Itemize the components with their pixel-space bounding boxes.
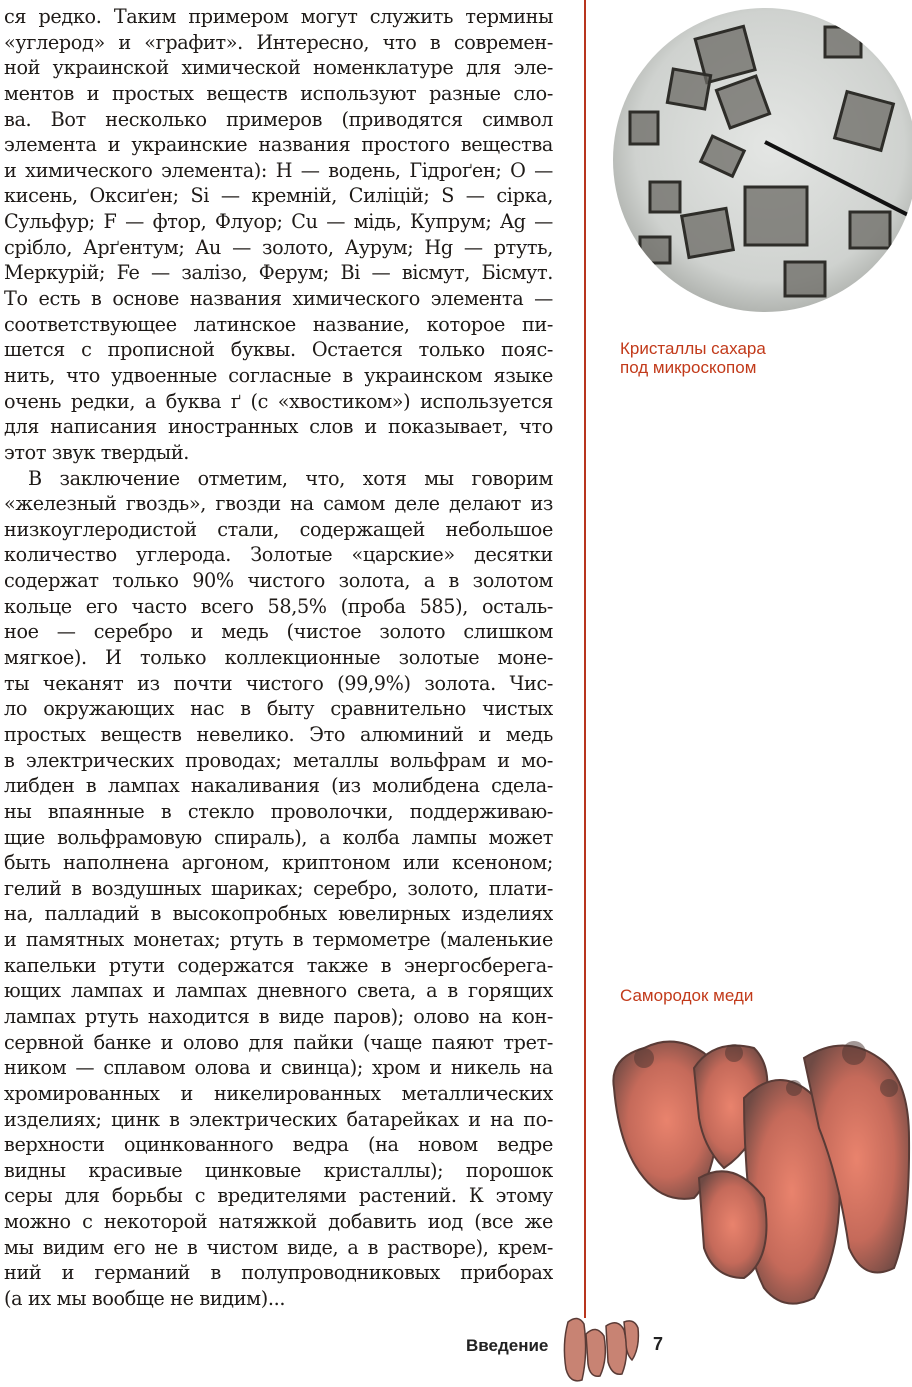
- text-line: В заключение отметим, что, хотя мы говорим: [28, 466, 553, 490]
- text-line: верхности оцинкованного ведра (на новом ведре: [4, 1133, 553, 1157]
- text-line: быть наполнена аргоном, криптоном или ксеноном;: [4, 851, 553, 875]
- text-line: То есть в основе названия химического элемента —: [4, 287, 553, 311]
- text-line: видны красивые цинковые кристаллы); порошок: [4, 1158, 553, 1182]
- text-line: Меркурій; Fe — залізо, Ферум; Bi — вісмут, Бісмут.: [4, 261, 553, 285]
- sugar-caption-line-1: Кристаллы сахара: [620, 339, 766, 358]
- text-line: количество углерода. Золотые «царские» десятки: [4, 543, 553, 567]
- text-line: этот звук твердый.: [4, 440, 190, 464]
- text-line: мягкое). И только коллекционные золотые моне-: [4, 646, 553, 670]
- text-line: на, палладий в высокопробных ювелирных изделиях: [4, 902, 553, 926]
- text-line: содержат только 90% чистого золота, а в золотом: [4, 569, 553, 593]
- copper-caption: Самородок меди: [620, 986, 754, 1005]
- text-line: ся редко. Таким примером могут служить термины: [4, 5, 553, 28]
- text-line: сервной банке и олово для пайки (чаще паяют трет-: [4, 1030, 553, 1054]
- sugar-caption: [620, 339, 766, 377]
- text-line: ва. Вот несколько примеров (приводятся символ: [4, 107, 553, 131]
- text-line: гелий в воздушных шариках; серебро, золото, плати-: [4, 876, 553, 900]
- text-line: ний и германий в полупроводниковых приборах: [4, 1261, 553, 1285]
- text-line: либден в лампах накаливания (из молибдена сдела-: [4, 774, 553, 798]
- footer-copper-icon: [560, 1314, 640, 1386]
- column-divider: [584, 0, 586, 1318]
- text-line: хромированных и никелированных металлических: [4, 1081, 553, 1105]
- text-line: ное — серебро и медь (чистое золото слишком: [4, 620, 553, 644]
- text-line: кисень, Оксиґен; Si — кремній, Силіцій; S — сірка,: [4, 184, 553, 208]
- text-line: Сульфур; F — фтор, Флуор; Cu — мідь, Купрум; Ag —: [4, 210, 553, 234]
- text-line: простых веществ невелико. Это алюминий и медь: [4, 722, 553, 746]
- text-line: можно с некоторой натяжкой добавить иод (все же: [4, 1210, 553, 1234]
- text-line: ной украинской химической номенклатуре для эле-: [4, 56, 553, 80]
- text-line: ником — сплавом олова и свинца); хром и никель на: [4, 1056, 553, 1080]
- body-text: [4, 4, 553, 1312]
- text-line: шется с прописной буквы. Остается только пояс-: [4, 338, 553, 362]
- text-line: ющих лампах и лампах дневного света, а в горящих: [4, 979, 553, 1003]
- text-line: изделиях; цинк в электрических батарейках и на по-: [4, 1107, 553, 1131]
- text-line: ментов и простых веществ используют разные сло-: [4, 81, 553, 105]
- text-line: ты чеканят из почти чистого (99,9%) золота. Чис-: [4, 671, 553, 695]
- text-line: серы для борьбы с вредителями растений. К этому: [4, 1184, 553, 1208]
- text-line: (а их мы вообще не видим)...: [4, 1287, 286, 1311]
- text-line: низкоуглеродистой стали, содержащей небольшое: [4, 517, 553, 541]
- text-line: очень редки, а буква ґ (с «хвостиком») используется: [4, 389, 553, 413]
- copper-nugget-photo: [604, 1028, 912, 1313]
- text-line: «железный гвоздь», гвозди на самом деле делают из: [4, 492, 553, 516]
- text-line: и химического элемента): H — водень, Гідроґен; O —: [4, 158, 553, 182]
- text-line: «углерод» и «графит». Интересно, что в современ-: [4, 30, 553, 54]
- text-line: соответствующее латинское название, которое пи-: [4, 312, 553, 336]
- text-line: нить, что удвоенные согласные в украинском языке: [4, 363, 553, 387]
- text-line: мы видим его не в чистом виде, а в растворе), крем-: [4, 1235, 553, 1259]
- text-line: щие вольфрамовую спираль), а колба лампы может: [4, 825, 553, 849]
- text-line: ны впаянные в стекло проволочки, поддерживаю-: [4, 799, 553, 823]
- text-line: срібло, Арґентум; Au — золото, Аурум; Hg — ртуть,: [4, 235, 553, 259]
- text-line: в электрических проводах; металлы вольфрам и мо-: [4, 748, 553, 772]
- text-line: ло окружающих нас в быту сравнительно чистых: [4, 697, 553, 721]
- text-line: элемента и украинские названия простого вещества: [4, 133, 553, 157]
- text-line: и памятных монетах; ртуть в термометре (маленькие: [4, 928, 553, 952]
- page-number: 7: [653, 1334, 664, 1354]
- sugar-caption-line-2: под микроскопом: [620, 358, 757, 377]
- text-line: для написания иностранных слов и показывает, что: [4, 415, 553, 439]
- text-line: капельки ртути содержатся также в энергосберега-: [4, 953, 553, 977]
- text-line: кольце его часто всего 58,5% (проба 585), осталь-: [4, 594, 553, 618]
- text-line: лампах ртуть находится в виде паров); олово на кон-: [4, 1004, 553, 1028]
- sugar-crystals-photo: [610, 2, 912, 320]
- footer-section-title: Введение: [466, 1336, 549, 1355]
